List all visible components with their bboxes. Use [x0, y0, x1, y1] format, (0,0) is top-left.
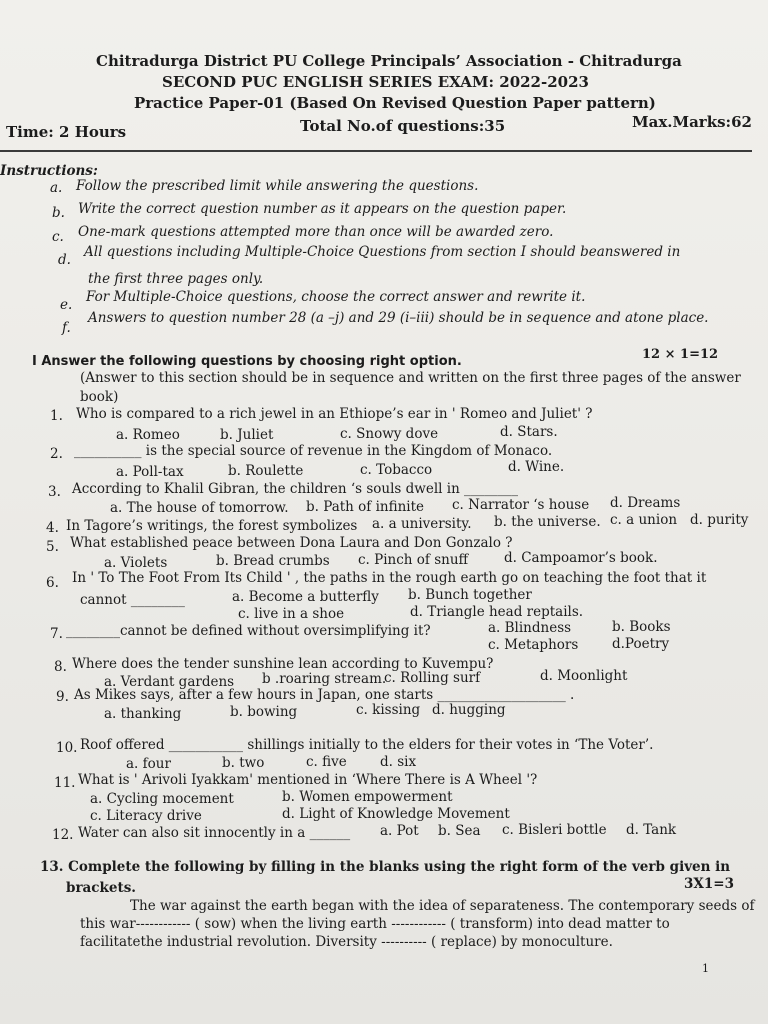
option-a: a. Become a butterfly	[232, 589, 379, 605]
question-number: 11.	[54, 775, 76, 791]
question-13-passage-line: facilitatethe industrial revolution. Diversity ---------- ( replace) by monoculture.	[80, 934, 613, 950]
option-b: b. two	[222, 755, 265, 771]
instruction-letter: a.	[50, 180, 63, 196]
instruction-text: All questions including Multiple-Choice Questions from section I should beanswered in	[84, 244, 681, 260]
section-1-note-continued: book)	[80, 389, 119, 405]
option-d: d.Poetry	[612, 636, 670, 652]
option-b: b .roaring stream.	[262, 671, 387, 687]
option-c: c. kissing	[356, 702, 421, 718]
question-text: As Mikes says, after a few hours in Japan, one starts ___________________ .	[74, 687, 575, 703]
option-b: b. Roulette	[228, 463, 304, 479]
option-d: d. purity	[690, 512, 749, 528]
option-a: a. Cycling mocement	[90, 791, 234, 807]
instruction-letter: b.	[52, 205, 65, 221]
question-text: Who is compared to a rich jewel in an Ethiope’s ear in ' Romeo and Juliet' ?	[76, 406, 593, 422]
total-questions: Total No.of questions:35	[300, 117, 506, 135]
question-text: Water can also sit innocently in a ______	[78, 825, 351, 841]
option-d: d. Tank	[626, 822, 677, 838]
question-13-title-continued: brackets.	[66, 880, 136, 896]
instruction-letter: d.	[58, 252, 71, 268]
time-label: Time: 2 Hours	[6, 123, 127, 141]
exam-title: SECOND PUC ENGLISH SERIES EXAM: 2022-2023	[162, 73, 589, 91]
option-d: d. Moonlight	[540, 668, 628, 684]
option-d: d. six	[380, 754, 417, 770]
question-text: Where does the tender sunshine lean according to Kuvempu?	[72, 656, 494, 672]
option-c: c. Pinch of snuff	[358, 552, 469, 568]
question-text: In ' To The Foot From Its Child ' , the paths in the rough earth go on teaching the foot that it	[72, 570, 707, 586]
option-c: c. Snowy dove	[340, 426, 439, 442]
option-a: a. Verdant gardens	[104, 674, 235, 690]
option-a: a. a university.	[372, 516, 472, 532]
question-text-continued: cannot ________	[80, 592, 185, 608]
question-text: In Tagore’s writings, the forest symbolizes	[66, 518, 358, 534]
option-c: c. five	[306, 754, 347, 770]
option-b: b. Juliet	[220, 427, 274, 443]
question-number: 4.	[46, 520, 59, 536]
question-text: __________ is the special source of revenue in the Kingdom of Monaco.	[74, 443, 553, 459]
question-number: 10.	[56, 740, 78, 756]
option-d: d. Wine.	[508, 459, 565, 475]
instruction-text: One-mark questions attempted more than once will be awarded zero.	[78, 224, 554, 240]
question-number: 2.	[50, 446, 63, 462]
instructions-title: Instructions:	[0, 163, 98, 179]
section-1-note: (Answer to this section should be in sequence and written on the first three pages of the answer	[80, 370, 741, 386]
option-a: a. Romeo	[116, 427, 180, 443]
option-a: a. thanking	[104, 706, 182, 722]
question-13-title: 13. Complete the following by filling in the blanks using the right form of the verb given in	[40, 859, 731, 875]
option-b: b. Path of infinite	[306, 499, 425, 515]
instruction-text-continued: the first three pages only.	[88, 271, 264, 287]
option-c: c. Metaphors	[488, 637, 579, 653]
option-d: d. Dreams	[610, 495, 681, 511]
section-1-title: I Answer the following questions by choosing right option.	[32, 354, 462, 369]
option-b: b. Bread crumbs	[216, 553, 330, 569]
question-text: What is ' Arivoli Iyakkam' mentioned in ‘Where There is A Wheel '?	[78, 772, 538, 788]
header-divider	[0, 150, 752, 152]
question-number: 5.	[46, 539, 59, 555]
option-a: a. Blindness	[488, 620, 572, 636]
option-d: d. Stars.	[500, 424, 558, 440]
question-text: ________cannot be defined without oversimplifying it?	[66, 623, 431, 639]
option-c: c. Narrator ‘s house	[452, 497, 590, 513]
option-c: c. Literacy drive	[90, 808, 202, 824]
max-marks: Max.Marks:62	[632, 113, 752, 131]
option-a: a. Pot	[380, 823, 419, 839]
option-b: b. Women empowerment	[282, 789, 453, 805]
option-c: c. Tobacco	[360, 462, 433, 478]
question-13-marks: 3X1=3	[684, 876, 734, 892]
instruction-letter: c.	[52, 229, 64, 245]
option-d: d. Light of Knowledge Movement	[282, 806, 510, 822]
question-number: 9.	[56, 689, 69, 705]
instruction-letter: e.	[60, 297, 73, 313]
question-text: According to Khalil Gibran, the children ‘s souls dwell in ________	[72, 481, 519, 497]
option-c: c. a union	[610, 512, 678, 528]
question-text: Roof offered ___________ shillings initially to the elders for their votes in ‘The Voter’.	[80, 737, 654, 753]
question-number: 12.	[52, 827, 74, 843]
question-number: 7.	[50, 626, 63, 642]
option-b: b. the universe.	[494, 514, 601, 530]
option-c: c. Bisleri bottle	[502, 822, 607, 838]
question-text: What established peace between Dona Laura and Don Gonzalo ?	[70, 535, 513, 551]
question-number: 8.	[54, 659, 67, 675]
option-b: b. bowing	[230, 704, 298, 720]
question-13-passage-line: this war------------ ( sow) when the living earth ------------ ( transform) into dead matter to	[80, 916, 670, 932]
question-number: 3.	[48, 484, 61, 500]
paper-title: Practice Paper-01 (Based On Revised Question Paper pattern)	[134, 94, 656, 112]
option-b: b. Books	[612, 619, 671, 635]
instruction-text: Follow the prescribed limit while answering the questions.	[76, 178, 479, 194]
option-b: b. Bunch together	[408, 587, 532, 603]
instruction-text: Write the correct question number as it appears on the question paper.	[78, 201, 567, 217]
option-a: a. Poll-tax	[116, 464, 184, 480]
association-title: Chitradurga District PU College Principals’ Association - Chitradurga	[96, 52, 682, 70]
option-d: d. Campoamor’s book.	[504, 550, 658, 566]
instruction-letter: f.	[62, 320, 71, 336]
question-number: 6.	[46, 575, 59, 591]
option-d: d. Triangle head reptails.	[410, 604, 584, 620]
page-number: 1	[702, 962, 709, 975]
section-1-marks: 12 × 1=12	[642, 347, 719, 362]
instruction-text: Answers to question number 28 (a –j) and 29 (i–iii) should be in sequence and atone place.	[88, 310, 709, 326]
option-b: b. Sea	[438, 823, 481, 839]
instruction-text: For Multiple-Choice questions, choose the correct answer and rewrite it.	[86, 289, 586, 305]
option-a: a. The house of tomorrow.	[110, 500, 289, 516]
option-d: d. hugging	[432, 702, 506, 718]
option-c: c. Rolling surf	[384, 670, 481, 686]
question-number: 1.	[50, 408, 63, 424]
option-c: c. live in a shoe	[238, 606, 345, 622]
option-a: a. four	[126, 756, 171, 772]
option-a: a. Violets	[104, 555, 168, 571]
question-13-passage-line: The war against the earth began with the idea of separateness. The contemporary seeds of	[130, 898, 755, 914]
